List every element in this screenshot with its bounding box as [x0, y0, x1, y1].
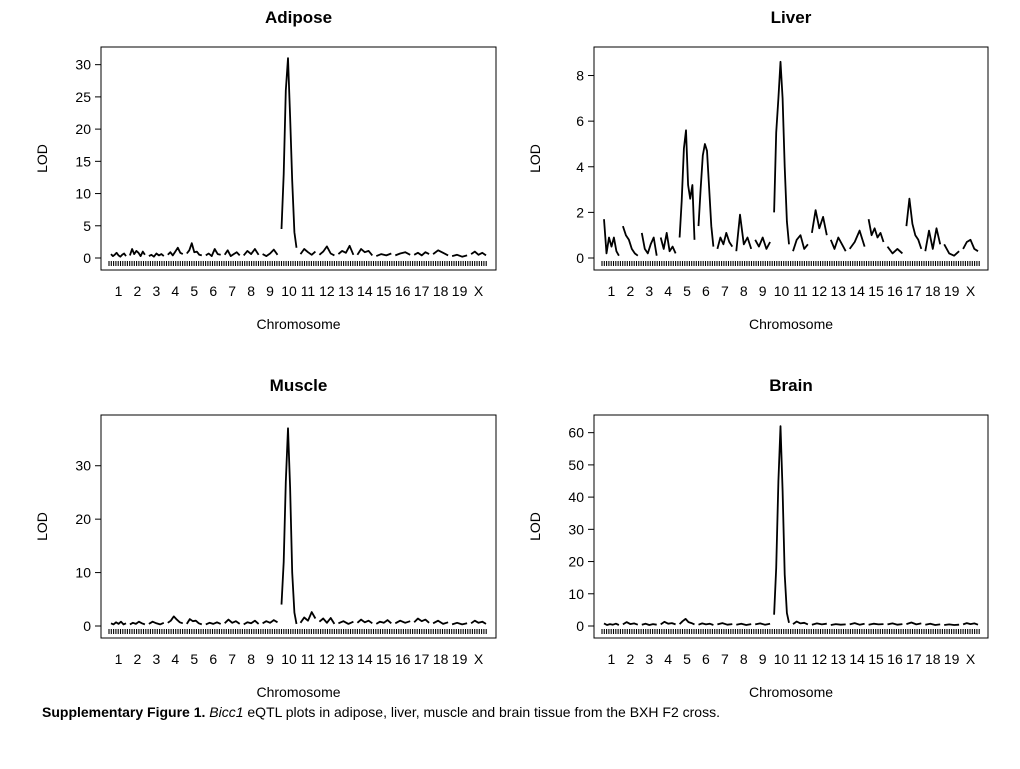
- lod-curve-chr-5: [680, 130, 695, 240]
- lod-curve-chr-14: [850, 231, 865, 249]
- lod-curve-chr-4: [661, 622, 676, 625]
- x-tick-label: 19: [943, 283, 960, 299]
- y-tick-label: 8: [576, 67, 584, 84]
- x-tick-label: 12: [811, 283, 828, 299]
- lod-curve-chr-19: [944, 244, 959, 255]
- x-tick-label: 11: [300, 283, 316, 299]
- marker-rug: [602, 261, 979, 266]
- lod-curve-chr-12: [319, 618, 334, 624]
- y-axis-label: LOD: [527, 144, 543, 173]
- x-tick-label: 1: [114, 651, 123, 667]
- lod-curve-chr-13: [831, 624, 846, 625]
- lod-curve-chr-15: [376, 254, 391, 257]
- lod-curve-chr-3: [642, 233, 657, 256]
- lod-curve-chr-2: [623, 226, 638, 256]
- x-tick-label: 3: [645, 651, 654, 667]
- x-tick-label: 4: [171, 651, 180, 667]
- lod-curve-chr-3: [642, 624, 657, 625]
- y-tick-label: 10: [75, 185, 91, 202]
- x-tick-label: 10: [281, 283, 297, 299]
- marker-rug: [602, 629, 979, 634]
- x-tick-label: 8: [247, 283, 256, 299]
- x-tick-label: 16: [394, 283, 411, 299]
- lod-curve-chr-5: [187, 619, 202, 624]
- x-tick-label: 5: [683, 283, 691, 299]
- x-tick-label: 1: [607, 283, 616, 299]
- y-tick-label: 6: [576, 113, 584, 130]
- x-axis-label: Chromosome: [748, 316, 834, 332]
- y-axis-label: LOD: [527, 512, 543, 541]
- plot-frame: [594, 47, 988, 270]
- y-tick-label: 2: [576, 204, 584, 221]
- lod-curve-chr-11: [793, 235, 808, 251]
- lod-curve-chr-15: [869, 219, 884, 242]
- x-tick-label: 17: [906, 651, 922, 667]
- x-tick-label: 3: [645, 283, 654, 299]
- x-tick-label: X: [473, 283, 484, 299]
- lod-curve-chr-12: [812, 623, 827, 624]
- lod-curve-chr-1: [604, 623, 619, 625]
- lod-curve-chr-18: [925, 624, 940, 625]
- lod-curve-chr-9: [755, 238, 770, 249]
- x-tick-label: 17: [906, 283, 922, 299]
- lod-curve-chr-12: [812, 210, 827, 235]
- lod-curve-chr-X: [963, 240, 978, 251]
- lod-curve-chr-11: [301, 249, 316, 255]
- lod-curve-chr-17: [414, 619, 429, 623]
- lod-curve-chr-4: [168, 248, 183, 256]
- x-tick-label: 18: [924, 283, 941, 299]
- x-tick-label: 19: [451, 651, 468, 667]
- caption-label: Supplementary Figure 1.: [42, 704, 206, 720]
- x-tick-label: 11: [793, 651, 808, 667]
- x-tick-label: 9: [758, 283, 767, 299]
- lod-curve-chr-18: [925, 228, 940, 251]
- lod-curve-chr-4: [168, 616, 183, 623]
- lod-curve-chr-13: [338, 621, 353, 624]
- lod-curve-chr-10: [774, 426, 789, 623]
- figure-caption: [42, 704, 720, 720]
- y-tick-label: 0: [576, 250, 584, 266]
- y-tick-label: 30: [75, 457, 91, 474]
- x-tick-label: 1: [114, 283, 123, 299]
- y-tick-label: 60: [568, 424, 584, 441]
- x-tick-label: 4: [664, 283, 673, 299]
- y-tick-label: 10: [568, 585, 584, 602]
- plot-frame: [101, 47, 496, 270]
- y-tick-label: 10: [75, 564, 91, 581]
- lod-curve-chr-9: [755, 623, 770, 624]
- x-tick-label: 5: [190, 283, 199, 299]
- lod-curve-chr-17: [906, 199, 921, 249]
- x-tick-label: 19: [451, 283, 468, 299]
- lod-curve-chr-7: [717, 233, 732, 249]
- lod-curve-chr-X: [471, 621, 486, 624]
- x-axis-label: Chromosome: [256, 316, 341, 332]
- lod-curve-chr-15: [869, 624, 884, 625]
- y-axis-label: LOD: [34, 144, 50, 173]
- lod-curve-chr-18: [433, 621, 448, 624]
- x-tick-label: 11: [793, 283, 808, 299]
- lod-curve-chr-14: [357, 249, 372, 255]
- x-tick-label: 4: [664, 651, 673, 667]
- x-axis-label: Chromosome: [256, 684, 341, 700]
- y-tick-label: 30: [75, 56, 91, 73]
- x-tick-label: 12: [811, 651, 828, 667]
- x-tick-label: 13: [338, 651, 354, 667]
- lod-curve-chr-8: [244, 249, 259, 255]
- x-tick-label: 13: [830, 283, 847, 299]
- marker-rug: [109, 261, 486, 266]
- x-axis-label: Chromosome: [748, 684, 834, 700]
- lod-curve-chr-14: [357, 620, 372, 624]
- lod-curve-chr-X: [963, 623, 978, 625]
- lod-curve-chr-13: [831, 238, 846, 252]
- lod-curve-chr-11: [301, 612, 316, 623]
- x-tick-label: 19: [943, 651, 960, 667]
- x-tick-label: 7: [228, 651, 237, 667]
- x-tick-label: 8: [739, 651, 748, 667]
- x-tick-label: 8: [739, 283, 748, 299]
- x-tick-label: 6: [702, 651, 710, 667]
- x-tick-label: 12: [319, 283, 335, 299]
- x-tick-label: 6: [209, 283, 218, 299]
- lod-curve-chr-3: [149, 622, 164, 625]
- lod-curve-chr-9: [263, 620, 278, 623]
- x-tick-label: 16: [394, 651, 411, 667]
- lod-curve-chr-19: [452, 255, 467, 257]
- lod-curve-chr-3: [149, 254, 164, 257]
- y-tick-label: 20: [75, 511, 91, 528]
- lod-curve-chr-10: [282, 428, 297, 624]
- lod-curve-chr-4: [661, 233, 676, 254]
- x-tick-label: 17: [413, 651, 430, 667]
- lod-curve-chr-9: [263, 250, 278, 257]
- y-tick-label: 5: [83, 217, 91, 234]
- x-tick-label: 17: [413, 283, 430, 299]
- x-tick-label: 7: [720, 283, 729, 299]
- x-tick-label: 4: [171, 283, 180, 299]
- x-tick-label: 1: [607, 651, 616, 667]
- x-tick-label: 3: [152, 651, 161, 667]
- x-tick-label: 9: [266, 283, 274, 299]
- y-tick-label: 20: [75, 121, 91, 138]
- y-tick-label: 20: [568, 553, 584, 570]
- lod-curve-chr-16: [395, 252, 410, 255]
- lod-curve-chr-6: [699, 144, 714, 247]
- panel-title: Adipose: [264, 8, 333, 27]
- lod-curve-chr-2: [130, 622, 145, 625]
- lod-curve-chr-10: [282, 58, 297, 248]
- x-tick-label: 14: [849, 651, 865, 667]
- x-tick-label: X: [965, 283, 976, 299]
- x-tick-label: 7: [228, 283, 237, 299]
- lod-curve-chr-6: [206, 249, 221, 256]
- y-tick-label: 0: [83, 250, 91, 266]
- y-tick-label: 0: [576, 618, 584, 634]
- x-tick-label: 15: [868, 283, 884, 299]
- lod-curve-chr-17: [414, 252, 429, 255]
- lod-curve-chr-5: [680, 619, 695, 625]
- y-tick-label: 0: [83, 618, 91, 634]
- x-tick-label: 2: [626, 283, 635, 299]
- lod-panel-liver: [527, 8, 988, 332]
- x-tick-label: 13: [830, 651, 847, 667]
- x-tick-label: 15: [868, 651, 884, 667]
- y-tick-label: 25: [75, 88, 91, 105]
- lod-curve-chr-11: [793, 622, 808, 625]
- x-tick-label: 6: [702, 283, 710, 299]
- lod-curve-chr-12: [319, 246, 334, 255]
- x-tick-label: 14: [357, 651, 373, 667]
- lod-curve-chr-X: [471, 252, 486, 256]
- x-tick-label: 16: [887, 283, 903, 299]
- lod-curve-chr-10: [774, 62, 789, 245]
- x-tick-label: 10: [773, 283, 790, 299]
- lod-curve-chr-1: [604, 219, 619, 256]
- x-tick-label: 18: [924, 651, 941, 667]
- x-tick-label: 18: [432, 651, 449, 667]
- x-tick-label: 2: [133, 283, 142, 299]
- marker-rug: [109, 629, 486, 634]
- x-tick-label: 10: [281, 651, 297, 667]
- x-tick-label: 3: [152, 283, 161, 299]
- lod-curve-chr-19: [452, 623, 467, 625]
- x-tick-label: 11: [300, 651, 316, 667]
- y-tick-label: 50: [568, 456, 584, 473]
- y-axis-label: LOD: [34, 512, 50, 541]
- x-tick-label: X: [473, 651, 484, 667]
- x-tick-label: 14: [849, 283, 865, 299]
- lod-panel-muscle: [34, 376, 496, 700]
- x-tick-label: 2: [133, 651, 142, 667]
- x-tick-label: 6: [209, 651, 218, 667]
- lod-curve-chr-6: [206, 622, 221, 624]
- lod-curve-chr-8: [244, 621, 259, 625]
- x-tick-label: 7: [720, 651, 729, 667]
- x-tick-label: 16: [887, 651, 903, 667]
- caption-gene: Bicc1: [209, 704, 244, 720]
- x-tick-label: 15: [375, 283, 392, 299]
- lod-panel-brain: [527, 376, 988, 700]
- lod-curve-chr-18: [433, 250, 448, 255]
- x-tick-label: 2: [626, 651, 635, 667]
- x-tick-label: X: [965, 651, 976, 667]
- x-tick-label: 12: [319, 651, 335, 667]
- lod-curve-chr-2: [623, 622, 638, 625]
- y-tick-label: 4: [576, 158, 584, 175]
- lod-curve-chr-16: [395, 621, 410, 624]
- x-tick-label: 5: [190, 651, 199, 667]
- y-tick-label: 40: [568, 489, 584, 506]
- y-tick-label: 30: [568, 521, 584, 538]
- plot-frame: [101, 415, 496, 638]
- lod-curve-chr-2: [130, 249, 145, 256]
- x-tick-label: 13: [338, 283, 354, 299]
- lod-curve-chr-8: [736, 624, 751, 625]
- lod-curve-chr-5: [187, 243, 202, 255]
- x-tick-label: 5: [683, 651, 691, 667]
- panel-title: Muscle: [269, 376, 328, 395]
- x-tick-label: 8: [247, 651, 256, 667]
- x-tick-label: 10: [773, 651, 790, 667]
- x-tick-label: 18: [432, 283, 449, 299]
- lod-curve-chr-19: [944, 624, 959, 625]
- panel-title: Liver: [770, 8, 812, 27]
- lod-curve-chr-15: [376, 620, 391, 624]
- lod-curve-chr-17: [906, 623, 921, 625]
- lod-curve-chr-16: [888, 623, 903, 624]
- lod-curve-chr-13: [338, 246, 353, 255]
- x-tick-label: 14: [357, 283, 373, 299]
- plot-frame: [594, 415, 988, 638]
- lod-curve-chr-1: [111, 622, 126, 625]
- y-tick-label: 15: [75, 153, 91, 170]
- lod-curve-chr-7: [225, 620, 240, 624]
- lod-curve-chr-6: [699, 623, 714, 625]
- lod-panel-adipose: [34, 8, 496, 332]
- lod-curve-chr-8: [736, 215, 751, 252]
- lod-curve-chr-7: [717, 623, 732, 625]
- x-tick-label: 9: [758, 651, 767, 667]
- lod-curve-chr-16: [888, 247, 903, 254]
- caption-text: eQTL plots in adipose, liver, muscle and brain tissue from the BXH F2 cross.: [243, 704, 720, 720]
- panel-title: Brain: [769, 376, 813, 395]
- x-tick-label: 15: [375, 651, 392, 667]
- lod-curve-chr-1: [111, 253, 126, 257]
- lod-curve-chr-7: [225, 250, 240, 256]
- lod-curve-chr-14: [850, 623, 865, 625]
- x-tick-label: 9: [266, 651, 274, 667]
